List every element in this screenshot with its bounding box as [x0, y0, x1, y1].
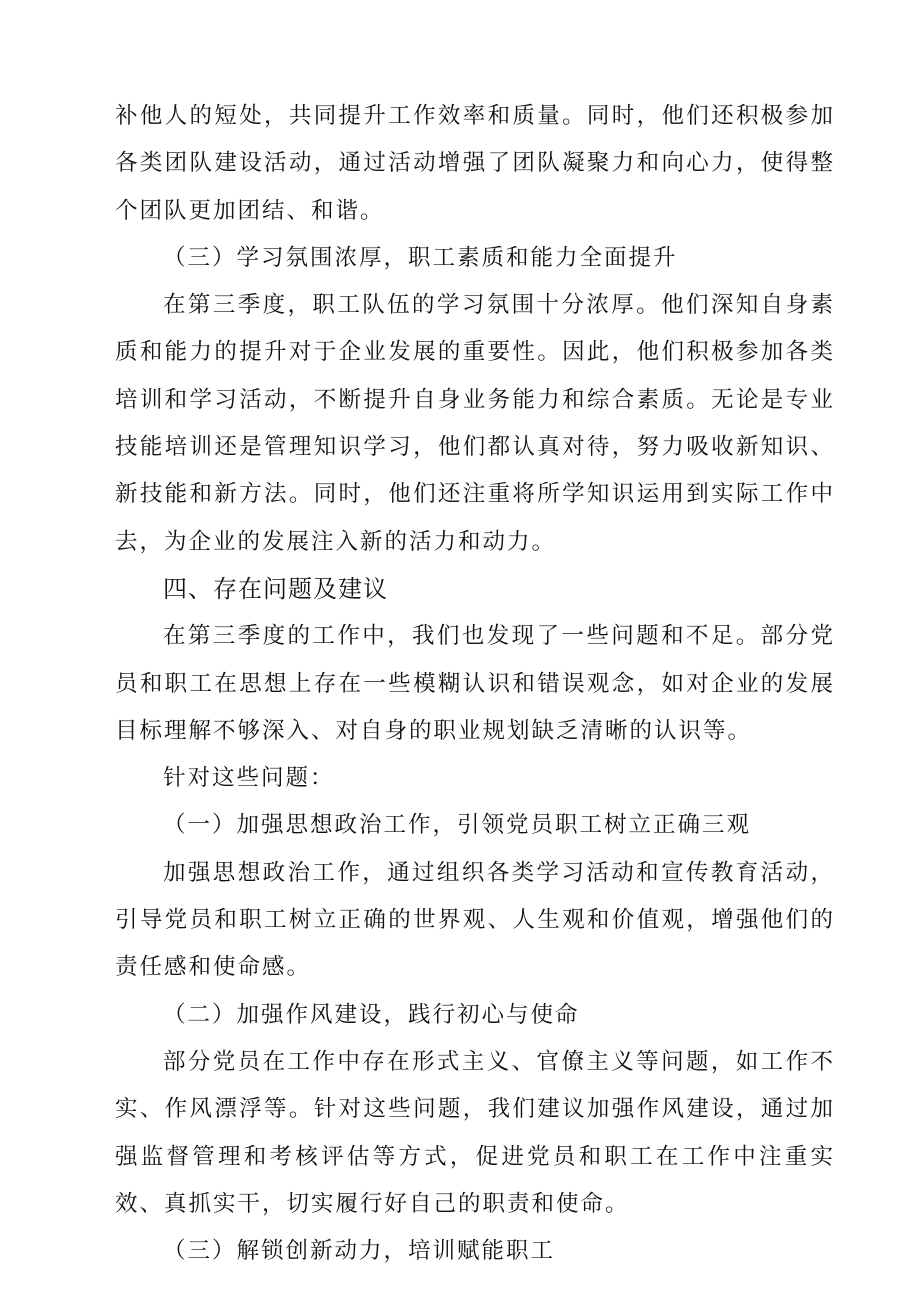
recommendation-paragraph-1: 加强思想政治工作，通过组织各类学习活动和宣传教育活动，引导党员和职工树立正确的世界观、人生观和价值观，增强他们的责任感和使命感。 [115, 859, 835, 981]
section-lead-line: 针对这些问题： [163, 765, 335, 792]
recommendation-heading-1: （一）加强思想政治工作，引领党员职工树立正确三观 [163, 812, 752, 839]
document-page [115, 93, 835, 1275]
recommendation-paragraph-2: 部分党员在工作中存在形式主义、官僚主义等问题，如工作不实、作风漂浮等。针对这些问题，我们建议加强作风建设，通过加强监督管理和考核评估等方式，促进党员和职工在工作中注重实效、真抓实干，切实履行好自己的职责和使命。 [115, 1048, 835, 1217]
subsection-heading-3: （三）学习氛围浓厚，职工素质和能力全面提升 [163, 244, 678, 271]
section-title-4: 四、存在问题及建议 [163, 574, 388, 603]
recommendation-heading-2: （二）加强作风建设，践行初心与使命 [163, 1001, 580, 1028]
continuation-paragraph: 补他人的短处，共同提升工作效率和质量。同时，他们还积极参加各类团队建设活动，通过活动增强了团队凝聚力和向心力，使得整个团队更加团结、和谐。 [115, 103, 835, 224]
recommendation-heading-3: （三）解锁创新动力，培训赋能职工 [163, 1238, 556, 1265]
section-intro-paragraph: 在第三季度的工作中，我们也发现了一些问题和不足。部分党员和职工在思想上存在一些模糊认识和错误观念，如对企业的发展目标理解不够深入、对自身的职业规划缺乏清晰的认识等。 [115, 623, 835, 744]
subsection-paragraph-3: 在第三季度，职工队伍的学习氛围十分浓厚。他们深知自身素质和能力的提升对于企业发展的重要性。因此，他们积极参加各类培训和学习活动，不断提升自身业务能力和综合素质。无论是专业技能培训还是管理知识学习，他们都认真对待，努力吸收新知识、新技能和新方法。同时，他们还注重将所学知识运用到实际工作中去，为企业的发展注入新的活力和动力。 [115, 292, 835, 555]
